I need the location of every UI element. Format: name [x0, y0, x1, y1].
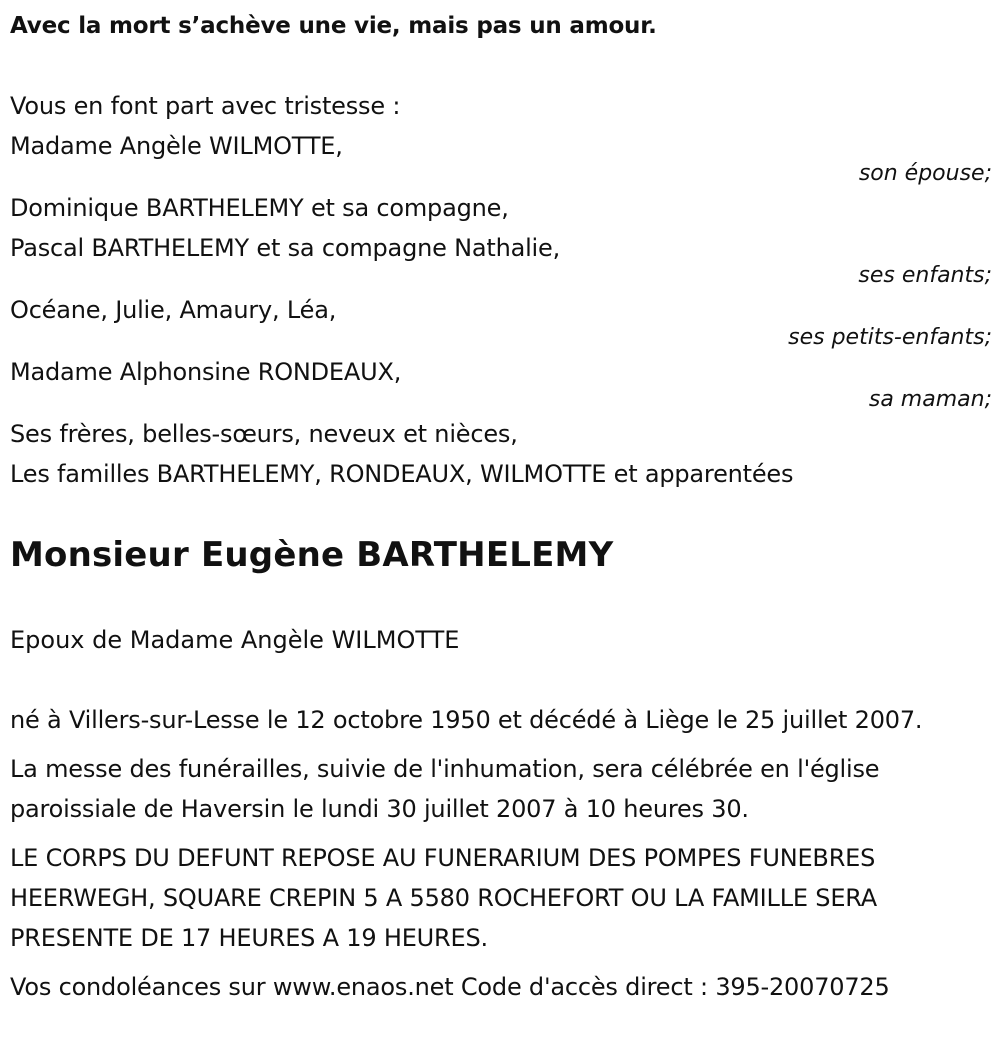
family-name: Océane, Julie, Amaury, Léa,	[10, 296, 337, 324]
family-role: son épouse;	[858, 161, 992, 186]
funeral-mass-paragraph: La messe des funérailles, suivie de l'inhumation, sera célébrée en l'église paroissiale de Haversin le lundi 30 juillet 2007 à 10 heures 30.	[10, 755, 880, 823]
family-role: sa maman;	[868, 387, 992, 412]
family-name: Les familles BARTHELEMY, RONDEAUX, WILMOTTE et apparentées	[10, 460, 794, 488]
spouse-line: Epoux de Madame Angèle WILMOTTE	[10, 626, 460, 654]
family-name: Dominique BARTHELEMY et sa compagne,	[10, 194, 509, 222]
birth-death-paragraph: né à Villers-sur-Lesse le 12 octobre 1950 et décédé à Liège le 25 juillet 2007.	[10, 706, 923, 734]
family-group-spouse	[10, 126, 992, 186]
motto: Avec la mort s’achève une vie, mais pas un amour.	[10, 13, 657, 39]
deceased-name: Monsieur Eugène BARTHELEMY	[10, 535, 614, 575]
intro-line: Vous en font part avec tristesse :	[10, 92, 401, 120]
obituary-text	[10, 0, 992, 1007]
family-name: Madame Angèle WILMOTTE,	[10, 132, 343, 160]
wake-notice-paragraph: LE CORPS DU DEFUNT REPOSE AU FUNERARIUM DES POMPES FUNEBRES HEERWEGH, SQUARE CREPIN 5 A 5580 ROCHEFORT OU LA FAMILLE SERA PRESENTE DE 17 HEURES A 19 HEURES.	[10, 844, 877, 952]
family-group-mother	[10, 352, 992, 412]
family-role: ses petits-enfants;	[788, 325, 992, 350]
family-name: Madame Alphonsine RONDEAUX,	[10, 358, 402, 386]
family-name: Ses frères, belles-sœurs, neveux et nièces,	[10, 420, 518, 448]
family-group-children	[10, 188, 992, 288]
family-group-grandchildren	[10, 290, 992, 350]
condolences-line: Vos condoléances sur www.enaos.net Code d'accès direct : 395-20070725	[10, 973, 890, 1001]
family-name: Pascal BARTHELEMY et sa compagne Nathalie,	[10, 234, 561, 262]
family-group-others	[10, 414, 992, 494]
family-role: ses enfants;	[858, 263, 992, 288]
